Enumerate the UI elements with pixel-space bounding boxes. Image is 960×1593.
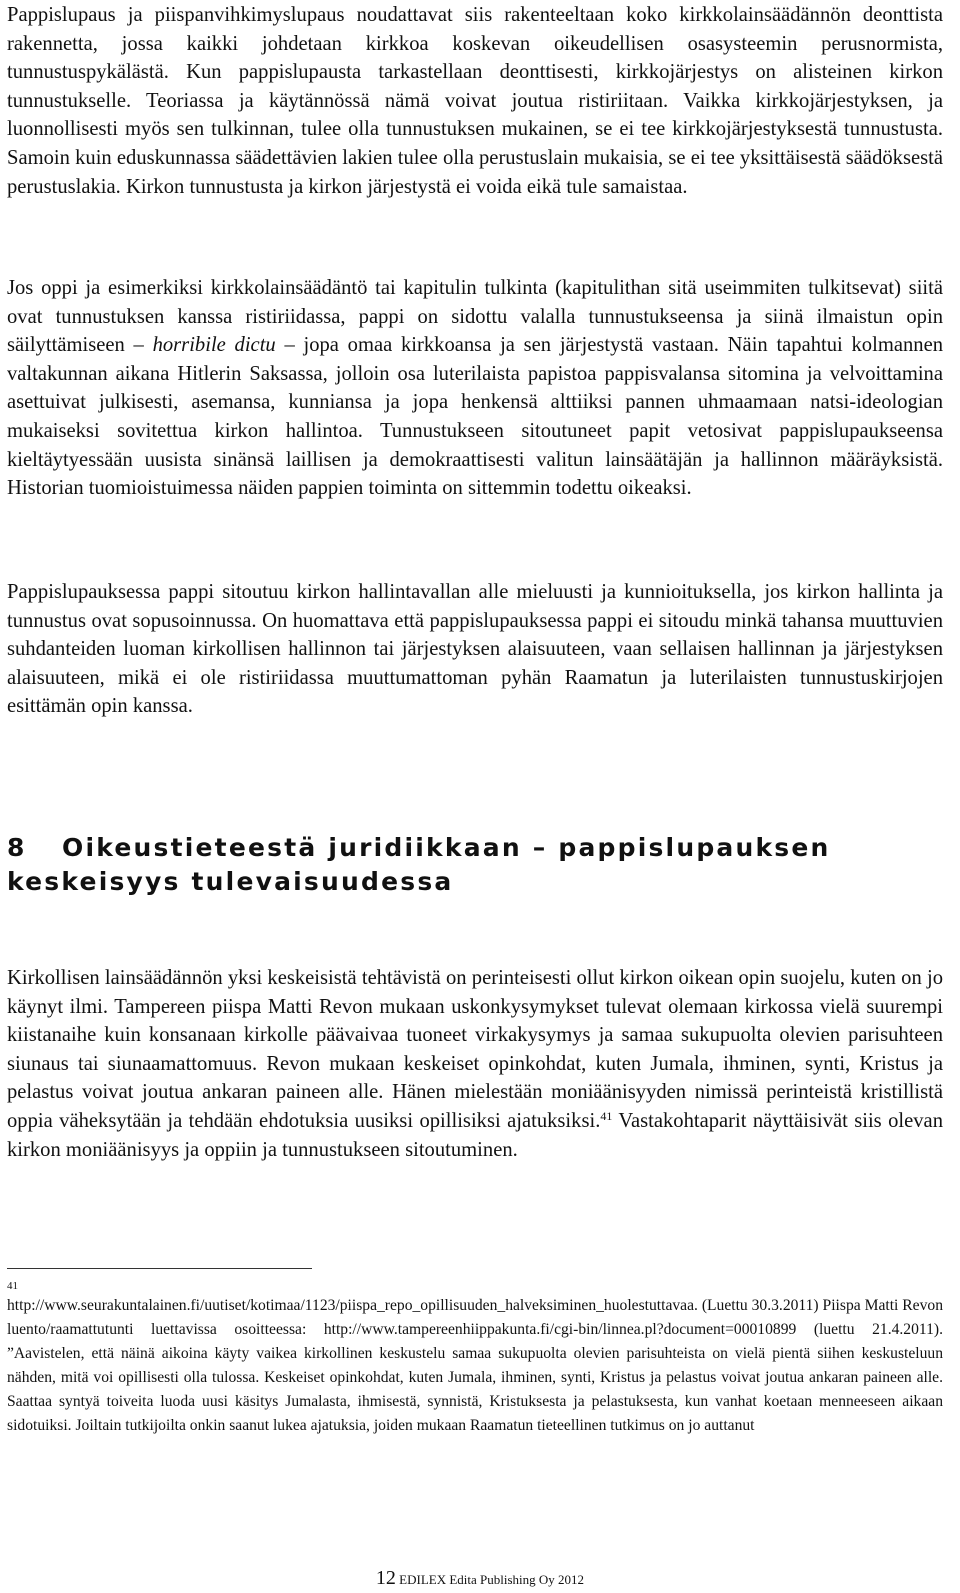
footnote-separator bbox=[7, 1268, 312, 1269]
publisher-name: EDILEX Edita Publishing Oy 2012 bbox=[399, 1572, 585, 1587]
page-number: 12 bbox=[375, 1567, 396, 1589]
paragraph-3-text: Pappislupauksessa pappi sitoutuu kirkon hallintavallan alle mieluusti ja kunnioituksella, jos kirkon hallinta ja tunnustus ovat sopusoinnussa. On huomattava että pappislupauksessa pappi ei sitoudu minkä tahansa muuttuvien suhdanteiden luoman kirkollisen hallinnon tai järjestyksen alaisuuteen, vaan sellaisen hallinnan ja järjestyksen alaisuuteen, mikä ei ole ristiriidassa muuttumattoman pyhän Raamatun ja luterilaisten tunnustuskirjojen esittämän opin kanssa. bbox=[7, 581, 943, 718]
paragraph-4-text-cont: Vastakohtaparit näyttäisivät siis olevan kirkon moniäänisyys ja oppiin ja tunnustukseen sitoutuminen. bbox=[7, 1109, 943, 1161]
latin-phrase: horribile dictu bbox=[152, 334, 276, 357]
paragraph-2-text-cont: – jopa omaa kirkkoansa ja sen järjestystä vastaan. Näin tapahtui kolmannen valtakunnan aikana Hitlerin Saksassa, jolloin osa luterilaista papistoa pappisvalansa sitomina ja velvoittamina asettuivat julkisesti, asemansa, kunniansa ja jopa henkensä alttiiksi pannen uhmaamaan natsi-ideologian mukaiseksi sovitettua kirkon hallintoa. Tunnustukseen sitoutuneet papit vetosivat pappislupaukseensa kieltäytyessään uusista sinänsä laillisen ja demokraattisesti valitun lainsäätäjän ja hallinnon määräyksistä. Historian tuomioistuimessa näiden pappien toiminta on sittemmin todettu oikeaksi. bbox=[7, 334, 944, 500]
footnote-reference[interactable]: 41 bbox=[600, 1108, 613, 1123]
paragraph-1-text: Pappislupaus ja piispanvihkimyslupaus noudattavat siis rakenteeltaan koko kirkkolainsäädännön deonttista rakennetta, jossa kaikki johdetaan kirkkoa koskevan oikeudellisen osasysteemin perusnormista, tunnustuspykälästä. Kun pappislupausta tarkastellaan deonttisesti, kirkkojärjestys on alisteinen kirkon tunnustukselle. Teoriassa ja käytännössä nämä voivat joutua ristiriitaan. Vaikka kirkkojärjestyksen, ja luonnollisesti myös sen tulkinnan, tulee olla tunnustuksen mukainen, se ei tee kirkkojärjestyksestä tunnustusta. Samoin kuin eduskunnassa säädettävien lakien tulee olla perustuslain mukaisia, se ei tee yksittäisestä säädöksestä perustuslakia. Kirkon tunnustusta ja kirkon järjestystä ei voida eikä tule samaistaa. bbox=[7, 4, 943, 198]
paragraph-3 bbox=[7, 578, 943, 721]
paragraph-4 bbox=[7, 964, 943, 1164]
section-number: 8 bbox=[7, 833, 27, 862]
paragraph-2-text: Jos oppi ja esimerkiksi kirkkolainsäädäntö tai kapitulin tulkinta (kapitulithan sitä useimmiten tulkitsevat) siitä ovat tunnustuksen kanssa ristiriidassa, pappi on sidottu valalla tunnustukseensa ja siinä ilmaistun opin säilyttämiseen – bbox=[7, 277, 943, 357]
footnote-text: http://www.seurakuntalainen.fi/uutiset/kotimaa/1123/piispa_repo_opillisuuden_halveksiminen_huolestuttavaa. (Luettu 30.3.2011) Piispa Matti Revon luento/raamattutunti luettavissa osoitteessa: http://www.tampereenhiippakunta.fi/cgi-bin/linnea.pl?document=00010899 (luettu 21.4.2011). ”Aavistelen, että näinä aikoina käyty vaikea kirkollinen keskustelu samaa sukupuolta olevien parisuhteista on vielä pientä siihen keskusteluun nähden, mitä voi opillisesti olla tulossa. Keskeiset opinkohdat, kuten Jumala, ihminen, synti, Kristus ja pelastus voivat joutua ankaran paineen alle. Saattaa syntyä toiveita luoda uusi käsitys Jumalasta, ihmisestä, synnistä, Kristuksesta ja pelastuksesta, kun vanhat koetaan menneeseen aikaan sidotuiksi. Joiltain tutkijoilta onkin saanut lukea ajatuksia, joiden mukaan Raamatun tieteellinen tutkimus on jo auttanut bbox=[7, 1297, 943, 1434]
page-footer bbox=[300, 1567, 660, 1591]
section-heading bbox=[7, 831, 947, 899]
paragraph-2 bbox=[7, 274, 943, 503]
section-title: Oikeustieteestä juridiikkaan – pappislupauksen keskeisyys tulevaisuudessa bbox=[7, 833, 831, 896]
paragraph-1 bbox=[7, 1, 943, 201]
paragraph-4-text: Kirkollisen lainsäädännön yksi keskeisistä tehtävistä on perinteisesti ollut kirkon oikean opin suojelu, kuten on jo käynyt ilmi. Tampereen piispa Matti Revon mukaan uskonkysymykset tulevat olemaan kirkossa vielä suurempi kiistanaihe kuin konsanaan kirkolle päävaivaa tuoneet virkakysymys ja samaa sukupuolta olevien parisuhteen siunaus tai siunaamattomuus. Revon mukaan keskeiset opinkohdat, kuten Jumala, ihminen, synti, Kristus ja pelastus voivat joutua ankaran paineen alle. Hänen mielestään moniäänisyyden nimissä perinteistä kristillistä oppia väheksytään ja tehdään ehdotuksia uusiksi opillisiksi ajatuksiksi. bbox=[7, 967, 943, 1132]
footnote-number: 41 bbox=[7, 1280, 18, 1292]
